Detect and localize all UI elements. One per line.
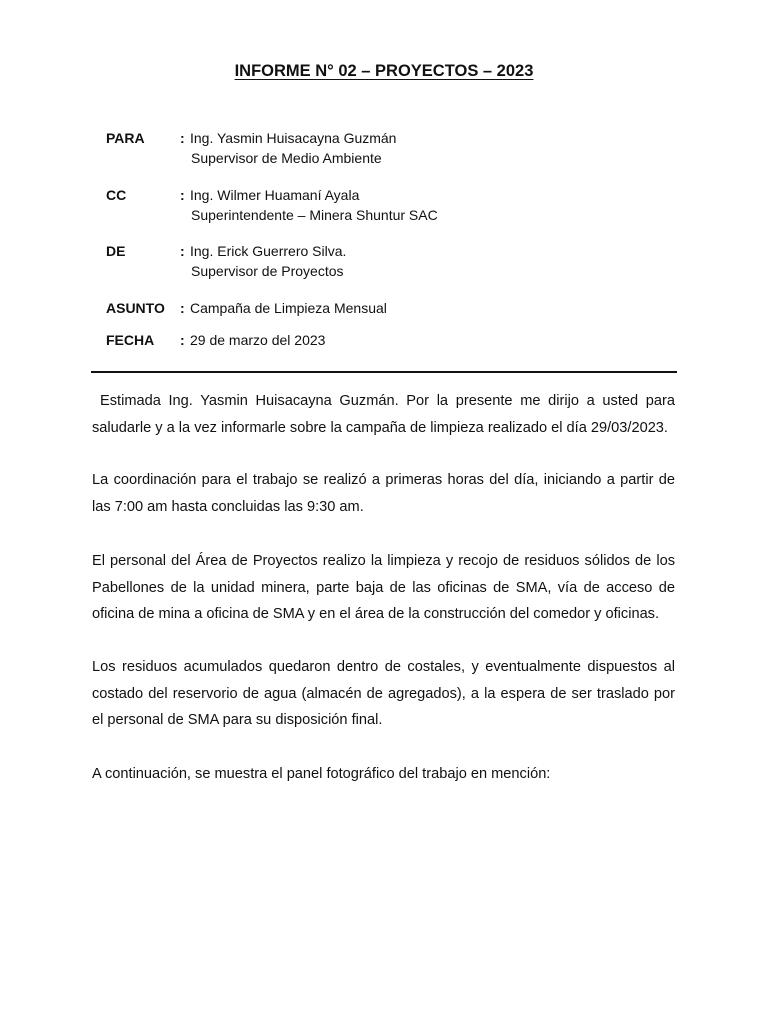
field-cc-label: CC [106,187,127,203]
paragraph-personnel: El personal del Área de Proyectos realizo la limpieza y recojo de residuos sólidos de los Pabellones de la unidad minera, parte baja de las oficinas de SMA, vía de acceso de oficina de mina a oficina de SMA y en el área de la construcción del comedor y oficinas. [92,553,675,622]
field-fecha-label: FECHA [106,332,155,348]
field-de-label: DE [106,243,126,259]
paragraph-greeting: Estimada Ing. Yasmin Huisacayna Guzmán. Por la presente me dirijo a usted para saludarle y a la vez informarle sobre la campaña de limpieza realizado el día 29/03/2023. [92,393,675,436]
field-para-colon: : [180,130,185,146]
field-de-name: Ing. Erick Guerrero Silva. [190,243,347,259]
field-para-role: Supervisor de Medio Ambiente [191,150,382,166]
header-divider [91,371,677,373]
document-title-block [0,62,768,81]
field-asunto-label: ASUNTO [106,300,165,316]
field-fecha-colon: : [180,332,185,348]
field-cc-role: Superintendente – Minera Shuntur SAC [191,207,438,223]
document-title: INFORME N° 02 – PROYECTOS – 2023 [234,62,534,80]
field-para-name: Ing. Yasmin Huisacayna Guzmán [190,130,397,146]
field-de-colon: : [180,243,185,259]
paragraph-photo-intro: A continuación, se muestra el panel fotográfico del trabajo en mención: [92,766,551,782]
field-de-role: Supervisor de Proyectos [191,263,344,279]
paragraph-coordination: La coordinación para el trabajo se realizó a primeras horas del día, iniciando a partir de las 7:00 am hasta concluidas las 9:30 am. [92,472,675,515]
field-asunto-colon: : [180,300,185,316]
field-para-label: PARA [106,130,145,146]
field-fecha-value: 29 de marzo del 2023 [190,332,326,348]
field-asunto-value: Campaña de Limpieza Mensual [190,300,387,316]
paragraph-waste: Los residuos acumulados quedaron dentro de costales, y eventualmente dispuestos al costado del reservorio de agua (almacén de agregados), a la espera de ser traslado por el personal de SMA para su disposición final. [92,659,675,728]
field-cc-name: Ing. Wilmer Huamaní Ayala [190,187,360,203]
field-cc-colon: : [180,187,185,203]
